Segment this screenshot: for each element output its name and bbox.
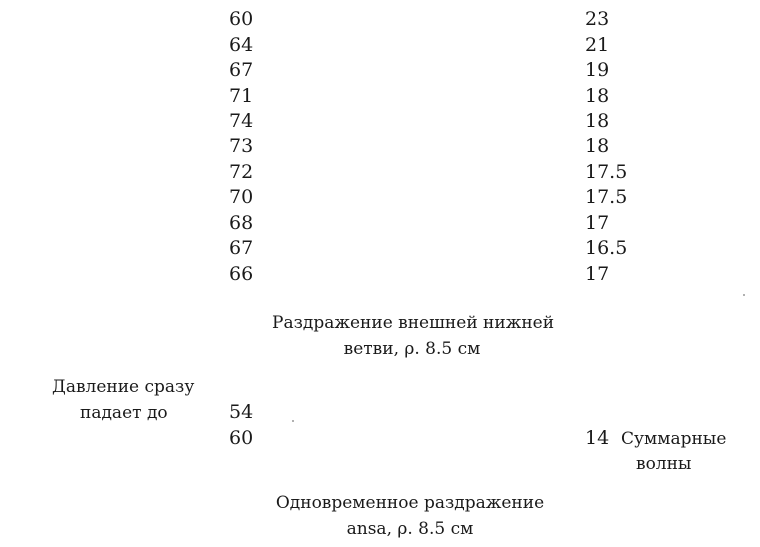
left-value: 71 (229, 85, 254, 107)
section-caption-line1: Раздражение внешней нижней (272, 313, 555, 333)
section-caption-line2: ansa, ρ. 8.5 см (346, 519, 474, 539)
left-value: 70 (229, 186, 254, 208)
right-value: 17 (585, 263, 610, 285)
pressure-value: 54 (229, 401, 254, 423)
right-value: 17.5 (585, 161, 628, 183)
note-line1: Суммарные (621, 429, 727, 449)
left-value: 72 (229, 161, 254, 183)
right-value: 14 (585, 427, 610, 449)
left-value: 60 (229, 8, 254, 30)
right-value: 17 (585, 212, 610, 234)
left-value: 67 (229, 237, 254, 259)
left-value: 68 (229, 212, 254, 234)
section-caption-line2: ветви, ρ. 8.5 см (343, 339, 481, 359)
left-value: 67 (229, 59, 254, 81)
pressure-label-line1: Давление сразу (52, 377, 195, 397)
scan-speck (292, 420, 294, 422)
pressure-value: 60 (229, 427, 254, 449)
left-value: 66 (229, 263, 254, 285)
right-value: 18 (585, 135, 610, 157)
scan-speck (743, 294, 745, 296)
pressure-label-line2: падает до (80, 403, 168, 423)
right-value: 21 (585, 34, 610, 56)
right-value: 18 (585, 110, 610, 132)
note-line2: волны (636, 454, 692, 474)
left-value: 74 (229, 110, 254, 132)
section-caption-line1: Одновременное раздражение (275, 493, 545, 513)
right-value: 16.5 (585, 237, 628, 259)
left-value: 73 (229, 135, 254, 157)
right-value: 23 (585, 8, 610, 30)
right-value: 18 (585, 85, 610, 107)
right-value: 19 (585, 59, 610, 81)
right-value: 17.5 (585, 186, 628, 208)
left-value: 64 (229, 34, 254, 56)
